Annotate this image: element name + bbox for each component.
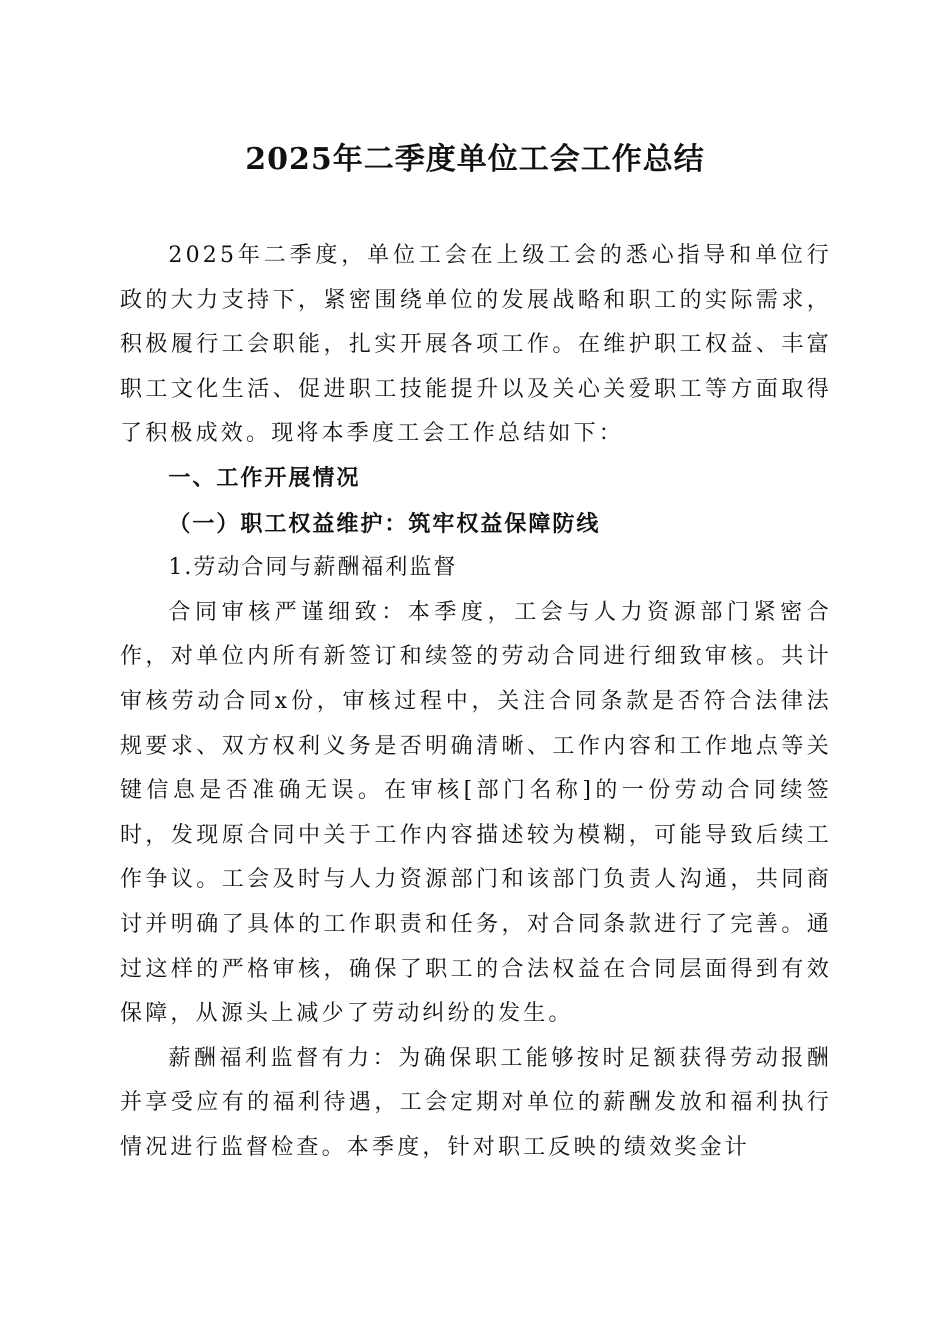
subsection-heading: （一）职工权益维护：筑牢权益保障防线 [168,510,601,537]
intro-paragraph: 2025年二季度，单位工会在上级工会的悉心指导和单位行政的大力支持下，紧密围绕单位的发展战略和职工的实际需求，积极履行工会职能，扎实开展各项工作。在维护职工权益、丰富职工文化生活、促进职工技能提升以及关心关爱职工等方面取得了积极成效。现将本季度工会工作总结如下： [120,243,832,447]
document-body [120,234,832,1170]
salary-supervision-paragraph: 薪酬福利监督有力：为确保职工能够按时足额获得劳动报酬并享受应有的福利待遇，工会定期对单位的薪酬发放和福利执行情况进行监督检查。本季度，针对职工反映的绩效奖金计 [120,1045,832,1160]
contract-review-paragraph: 合同审核严谨细致：本季度，工会与人力资源部门紧密合作，对单位内所有新签订和续签的劳动合同进行细致审核。共计审核劳动合同x份，审核过程中，关注合同条款是否符合法律法规要求、双方权利义务是否明确清晰、工作内容和工作地点等关键信息是否准确无误。在审核[部门名称]的一份劳动合同续签时，发现原合同中关于工作内容描述较为模糊，可能导致后续工作争议。工会及时与人力资源部门和该部门负责人沟通，共同商讨并明确了具体的工作职责和任务，对合同条款进行了完善。通过这样的严格审核，确保了职工的合法权益在合同层面得到有效保障，从源头上减少了劳动纠纷的发生。 [120,599,832,1027]
document-title: 2025年二季度单位工会工作总结 [245,142,705,177]
item-heading: 1.劳动合同与薪酬福利监督 [168,555,458,581]
section-heading: 一、工作开展情况 [168,465,361,491]
